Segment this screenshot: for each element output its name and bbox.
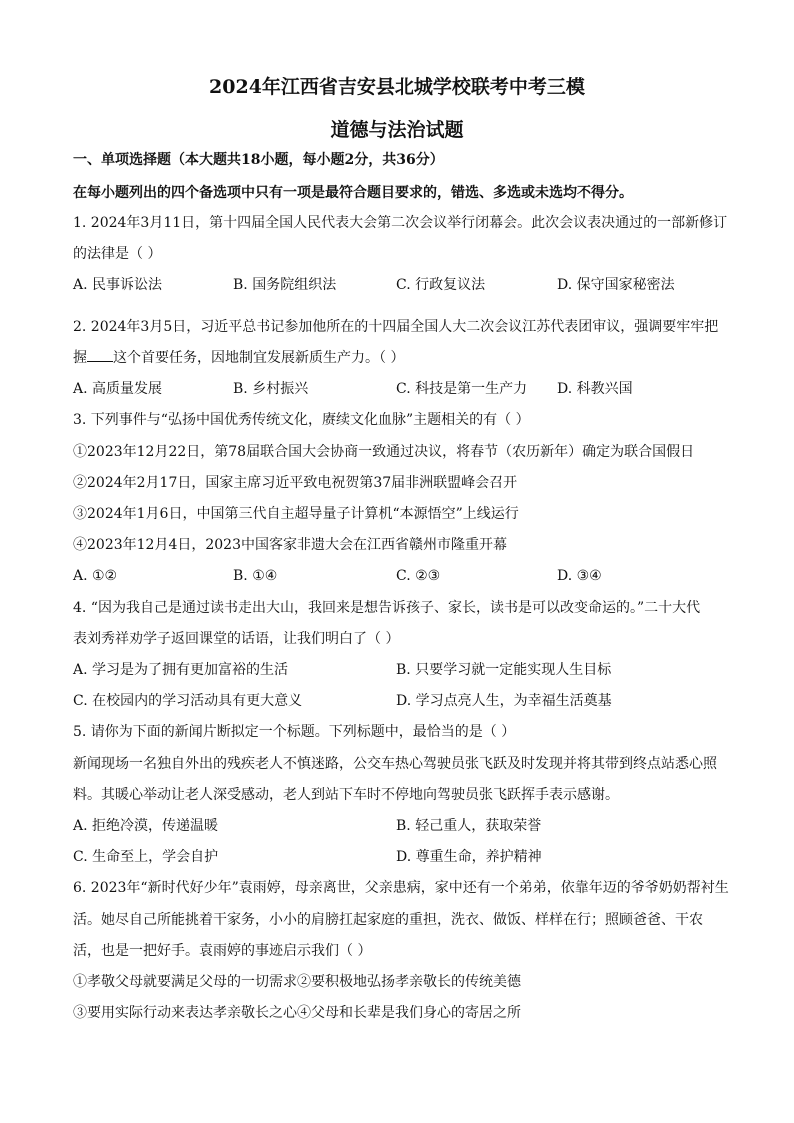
instruction-text: 在每小题列出的四个备选项中只有一项是最符合题目要求的，错选、多选或未选均不得分。 xyxy=(73,185,633,201)
question-3-statement-4: ④2023年12月4日，2023中国客家非遗大会在江西省赣州市隆重开幕 xyxy=(73,537,507,553)
question-1-option-b: B. 国务院组织法 xyxy=(233,277,337,293)
question-4-stem-line1: 4. “因为我自己是通过读书走出大山，我回来是想告诉孩子、家长，读书是可以改变命运的。”二十大代 xyxy=(73,600,701,616)
question-2-option-a: A. 高质量发展 xyxy=(73,381,163,397)
question-3-option-c: C. ②③ xyxy=(396,568,441,584)
question-4-option-d: D. 学习点亮人生，为幸福生活奠基 xyxy=(396,693,612,709)
question-3-statement-3: ③2024年1月6日，中国第三代自主超导量子计算机“本源悟空”上线运行 xyxy=(73,506,519,522)
question-3-option-d: D. ③④ xyxy=(557,568,602,584)
question-2-stem-prefix: 握 xyxy=(73,350,87,366)
question-4-option-a: A. 学习是为了拥有更加富裕的生活 xyxy=(73,662,289,678)
question-1-stem-line1: 1. 2024年3月11日，第十四届全国人民代表大会第二次会议举行闭幕会。此次会议表决通过的一部新修订 xyxy=(73,215,728,231)
question-3-option-b: B. ①④ xyxy=(233,568,278,584)
question-4-option-b: B. 只要学习就一定能实现人生目标 xyxy=(396,662,612,678)
question-6-statements-1-2: ①孝敬父母就要满足父母的一切需求②要积极地弘扬孝亲敬长的传统美德 xyxy=(73,974,521,990)
question-2-stem-line2 xyxy=(73,349,733,367)
question-6-stem-line2: 活。她尽自己所能挑着干家务，小小的肩膀扛起家庭的重担，洗衣、做饭、样样在行；照顾爸爸、干农 xyxy=(73,912,703,928)
question-5-news-line1: 新闻现场一名独自外出的残疾老人不慎迷路，公交车热心驾驶员张飞跃及时发现并将其带到终点站悉心照 xyxy=(73,756,717,772)
question-5-option-a: A. 拒绝冷漠，传递温暖 xyxy=(73,818,219,834)
question-2-option-c: C. 科技是第一生产力 xyxy=(396,381,528,397)
exam-title: 2024年江西省吉安县北城学校联考中考三模 xyxy=(209,76,585,98)
question-1-option-c: C. 行政复议法 xyxy=(396,277,486,293)
fill-blank xyxy=(87,349,113,362)
question-4-option-c: C. 在校园内的学习活动具有更大意义 xyxy=(73,693,303,709)
question-4-stem-line2: 表刘秀祥劝学子返回课堂的话语，让我们明白了（ ） xyxy=(73,631,400,647)
question-1-option-a: A. 民事诉讼法 xyxy=(73,277,163,293)
question-3-statement-1: ①2023年12月22日，第78届联合国大会协商一致通过决议，将春节（农历新年）确定为联合国假日 xyxy=(73,444,695,460)
question-6-stem-line3: 活，也是一把好手。袁雨婷的事迹启示我们（ ） xyxy=(73,943,372,959)
question-6-stem-line1: 6. 2023年“新时代好少年”袁雨婷，母亲离世，父亲患病，家中还有一个弟弟，依靠年迈的爷爷奶奶帮衬生 xyxy=(73,880,729,896)
question-3-statement-2: ②2024年2月17日，国家主席习近平致电祝贺第37届非洲联盟峰会召开 xyxy=(73,475,518,491)
section-heading: 一、单项选择题（本大题共18小题，每小题2分，共36分） xyxy=(73,152,444,168)
question-2-option-b: B. 乡村振兴 xyxy=(233,381,309,397)
question-2-option-d: D. 科教兴国 xyxy=(557,381,633,397)
question-5-news-line2: 料。其暖心举动让老人深受感动，老人到站下车时不停地向驾驶员张飞跃挥手表示感谢。 xyxy=(73,787,619,803)
question-5-stem: 5. 请你为下面的新闻片断拟定一个标题。下列标题中，最恰当的是（ ） xyxy=(73,724,516,740)
question-5-option-c: C. 生命至上，学会自护 xyxy=(73,849,219,865)
question-2-stem-line1: 2. 2024年3月5日，习近平总书记参加他所在的十四届全国人大二次会议江苏代表团审议，强调要牢牢把 xyxy=(73,319,719,335)
question-1-stem-line2: 的法律是（ ） xyxy=(73,246,162,262)
question-5-option-b: B. 轻己重人，获取荣誉 xyxy=(396,818,542,834)
question-5-option-d: D. 尊重生命，养护精神 xyxy=(396,849,542,865)
question-2-stem-suffix: 这个首要任务，因地制宜发展新质生产力。（ ） xyxy=(113,350,405,366)
question-3-option-a: A. ①② xyxy=(73,568,118,584)
question-1-option-d: D. 保守国家秘密法 xyxy=(557,277,675,293)
question-6-statements-3-4: ③要用实际行动来表达孝亲敬长之心④父母和长辈是我们身心的寄居之所 xyxy=(73,1005,521,1021)
exam-subtitle: 道德与法治试题 xyxy=(330,119,464,141)
question-3-stem: 3. 下列事件与“弘扬中国优秀传统文化，赓续文化血脉”主题相关的有（ ） xyxy=(73,412,530,428)
